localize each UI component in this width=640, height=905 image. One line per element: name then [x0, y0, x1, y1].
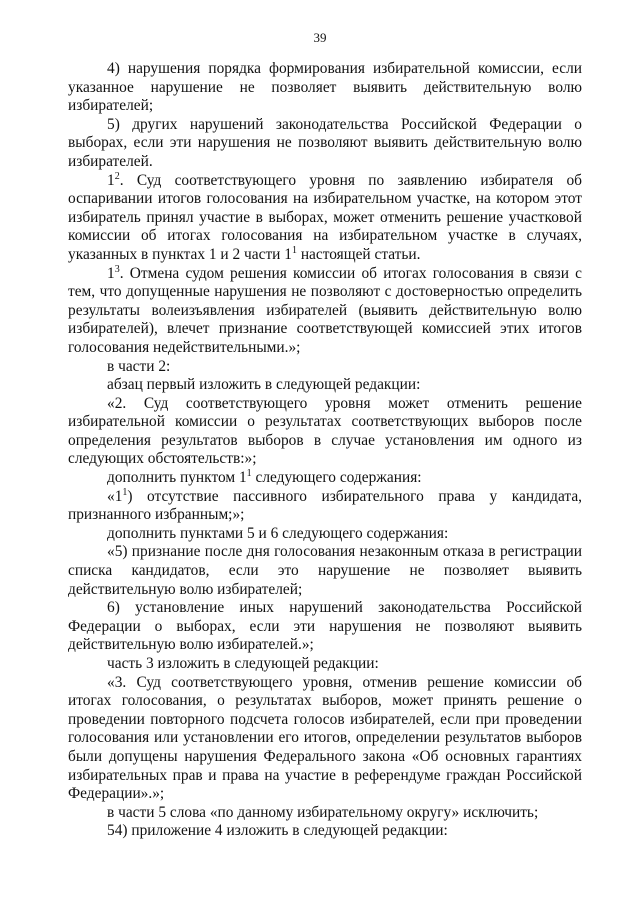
- superscript: 1: [122, 486, 128, 498]
- paragraph: [68, 60, 582, 116]
- text-run: «2. Суд соответствующего уровня может отменить решение избирательной комиссии о результатах соответствующих выборов после определения результатов выборов в случае установления им одного из следующих обстоятельств:»;: [68, 394, 582, 468]
- text-run: абзац первый изложить в следующей редакции:: [107, 376, 421, 394]
- text-run: 5) других нарушений законодательства Российской Федерации о выборах, если эти нарушения не позволяют выявить действительную волю избирателей.: [68, 115, 582, 170]
- superscript: 3: [114, 263, 120, 275]
- text-run: . Суд соответствующего уровня по заявлению избирателя об оспаривании итогов голосования на избирательном участке, на котором этот избиратель принял участие в выборах, может отменить решение участковой комиссии об итогах голосования на избирательном участке в случаях, указанных в пунктах 1 и 2 части 1: [68, 171, 582, 263]
- text-run: 6) установление иных нарушений законодательства Российской Федерации о выборах, если эти нарушения не позволяют выявить действительную волю избирателей.»;: [68, 599, 582, 654]
- paragraph: [68, 265, 582, 358]
- paragraph: [68, 469, 582, 488]
- paragraph: [68, 525, 582, 544]
- text-run: ) отсутствие пассивного избирательного права у кандидата, признанного избранным;»;: [68, 487, 582, 524]
- page-number: 39: [313, 30, 327, 45]
- text-run: «5) признание после дня голосования незаконным отказа в регистрации списка кандидатов, если это нарушение не позволяет выявить действительную волю избирателей;: [68, 543, 582, 598]
- text-run: 54) приложение 4 изложить в следующей редакции:: [107, 822, 448, 840]
- text-run: в части 2:: [107, 357, 171, 375]
- superscript: 1: [291, 244, 297, 256]
- paragraph: [68, 674, 582, 804]
- paragraph: [68, 543, 582, 599]
- text-run: настоящей статьи.: [296, 245, 421, 263]
- text-run: 1: [107, 264, 115, 282]
- text-run: дополнить пунктами 5 и 6 следующего содержания:: [107, 524, 449, 542]
- paragraph: [68, 172, 582, 265]
- text-run: «1: [107, 487, 123, 505]
- paragraph: [68, 395, 582, 469]
- text-run: «3. Суд соответствующего уровня, отменив решение комиссии об итогах голосования, о результатах выборов, может принять решение о проведении повторного подсчета голосов избирателей, если при проведении голосования или установлении его итогов, определении результатов выборов были допущены нарушения Федерального закона «Об основных гарантиях избирательных прав и права на участие в референдуме граждан Российской Федерации».»;: [68, 673, 582, 803]
- text-run: дополнить пунктом 1: [107, 469, 247, 487]
- paragraph: [68, 655, 582, 674]
- paragraph: [68, 116, 582, 172]
- text-run: . Отмена судом решения комиссии об итогах голосования в связи с тем, что допущенные нарушения не позволяют с достоверностью определить результаты волеизъявления избирателей (выявить действительную волю избирателей), влечет признание соответствующей комиссией этих итогов голосования недействительными.»;: [68, 264, 582, 356]
- superscript: 2: [114, 170, 120, 182]
- text-run: 4) нарушения порядка формирования избирательной комиссии, если указанное нарушение не позволяет выявить действительную волю избирателей;: [68, 60, 582, 115]
- text-run: следующего содержания:: [251, 469, 422, 487]
- paragraph: [68, 488, 582, 525]
- text-run: в части 5 слова «по данному избирательному округу» исключить;: [107, 803, 539, 821]
- text-run: часть 3 изложить в следующей редакции:: [107, 655, 379, 672]
- document-body: [68, 60, 582, 841]
- paragraph: [68, 822, 582, 841]
- paragraph: [68, 358, 582, 377]
- superscript: 1: [246, 468, 252, 480]
- paragraph: [68, 599, 582, 655]
- paragraph: [68, 376, 582, 395]
- paragraph: [68, 804, 582, 823]
- text-run: 1: [107, 171, 115, 189]
